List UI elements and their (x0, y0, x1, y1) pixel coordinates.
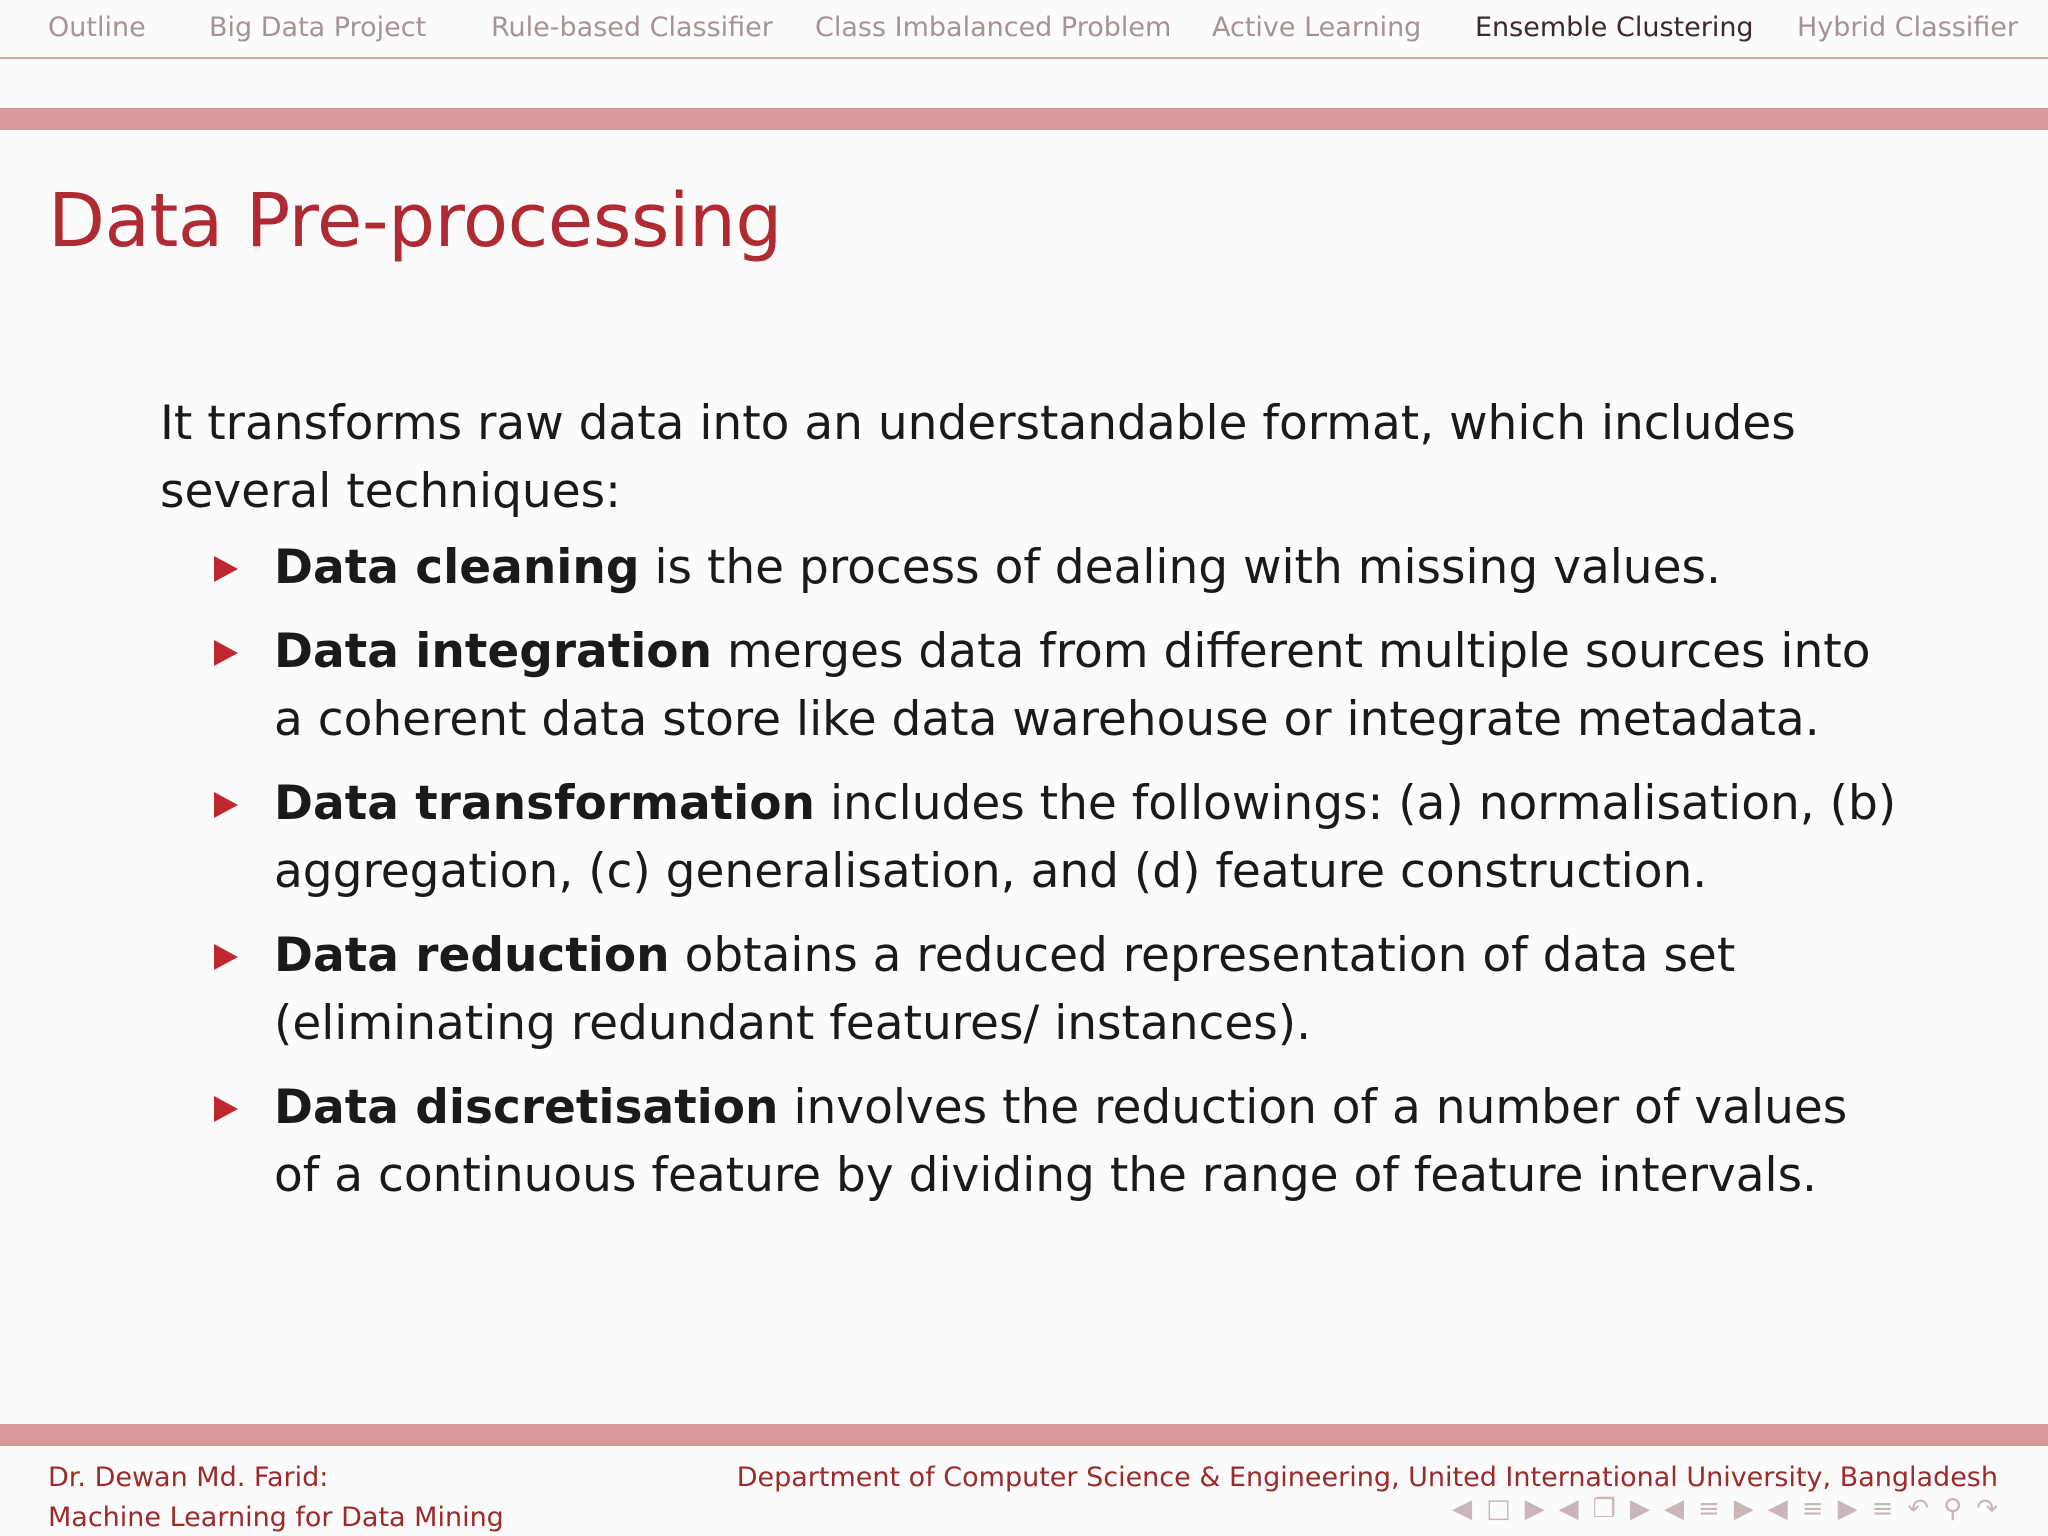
forward-icon[interactable]: ↷ (1976, 1494, 1998, 1524)
bullet-term: Data reduction (274, 928, 670, 983)
section-navigation (0, 0, 2048, 58)
search-icon[interactable]: ⚲ (1943, 1494, 1963, 1524)
subsection-icon[interactable]: ≡ (1697, 1494, 1720, 1524)
triangle-bullet-icon (214, 556, 238, 582)
triangle-bullet-icon (214, 944, 238, 970)
bullet-text: is the process of dealing with missing values. (639, 540, 1721, 595)
nav-item-big-data-project[interactable]: Big Data Project (209, 12, 427, 43)
prev-subsection-icon[interactable]: ◀ (1663, 1494, 1684, 1524)
bullet-term: Data discretisation (274, 1080, 779, 1135)
prev-slide-icon[interactable]: ◀ (1452, 1494, 1473, 1524)
bullet-data-transformation (160, 770, 1900, 906)
footer-left (48, 1458, 504, 1536)
slide-title: Data Pre-processing (48, 178, 782, 264)
next-subsection-icon[interactable]: ▶ (1733, 1494, 1754, 1524)
frame-icon[interactable]: □ (1486, 1494, 1511, 1524)
bullet-data-cleaning (160, 534, 1900, 602)
nav-item-class-imbalanced-problem[interactable]: Class Imbalanced Problem (815, 12, 1172, 43)
footer-band (0, 1424, 2048, 1446)
intro-text: It transforms raw data into an understandable format, which includes several techniques: (160, 396, 1796, 519)
back-icon[interactable]: ↶ (1907, 1494, 1930, 1524)
bullet-list (160, 534, 1900, 1210)
nav-item-active-learning[interactable]: Active Learning (1212, 12, 1422, 43)
bullet-text: involves the reduction of a number of values of a continuous feature by dividing the range of feature intervals. (274, 1080, 1848, 1203)
bullet-data-discretisation (160, 1074, 1900, 1210)
prev-section-icon[interactable]: ◀ (1767, 1494, 1788, 1524)
title-band (0, 108, 2048, 130)
next-frame-icon[interactable]: ▶ (1629, 1494, 1650, 1524)
nav-item-rule-based-classifier[interactable]: Rule-based Classifier (491, 12, 773, 43)
footer-author: Dr. Dewan Md. Farid: (48, 1462, 329, 1493)
footer-course: Machine Learning for Data Mining (48, 1502, 504, 1533)
bullet-data-integration (160, 618, 1900, 754)
document-icon[interactable]: ≡ (1871, 1494, 1894, 1524)
next-slide-icon[interactable]: ▶ (1524, 1494, 1545, 1524)
bullet-term: Data cleaning (274, 540, 640, 595)
triangle-bullet-icon (214, 792, 238, 818)
nav-divider (0, 57, 2048, 59)
next-section-icon[interactable]: ▶ (1837, 1494, 1858, 1524)
bullet-term: Data integration (274, 624, 713, 679)
bullet-text: obtains a reduced representation of data set (eliminating redundant features/ instances). (274, 928, 1736, 1051)
bullet-text: includes the followings: (a) normalisation, (b) aggregation, (c) generalisation, and (d) feature construction. (274, 776, 1897, 899)
bullet-data-reduction (160, 922, 1900, 1058)
frames-icon[interactable]: ❐ (1592, 1494, 1616, 1524)
prev-frame-icon[interactable]: ◀ (1558, 1494, 1579, 1524)
bullet-text: merges data from different multiple sources into a coherent data store like data warehouse or integrate metadata. (274, 624, 1871, 747)
triangle-bullet-icon (214, 1096, 238, 1122)
footer-institution: Department of Computer Science & Engineering, United International University, Bangladesh (736, 1462, 1998, 1493)
nav-item-hybrid-classifier[interactable]: Hybrid Classifier (1797, 12, 2018, 43)
beamer-navigation-controls (1452, 1492, 1998, 1526)
bullet-term: Data transformation (274, 776, 816, 831)
slide-content (160, 390, 1900, 1226)
nav-item-ensemble-clustering[interactable]: Ensemble Clustering (1475, 12, 1754, 43)
triangle-bullet-icon (214, 640, 238, 666)
section-icon[interactable]: ≡ (1801, 1494, 1824, 1524)
nav-item-outline[interactable]: Outline (48, 12, 146, 43)
